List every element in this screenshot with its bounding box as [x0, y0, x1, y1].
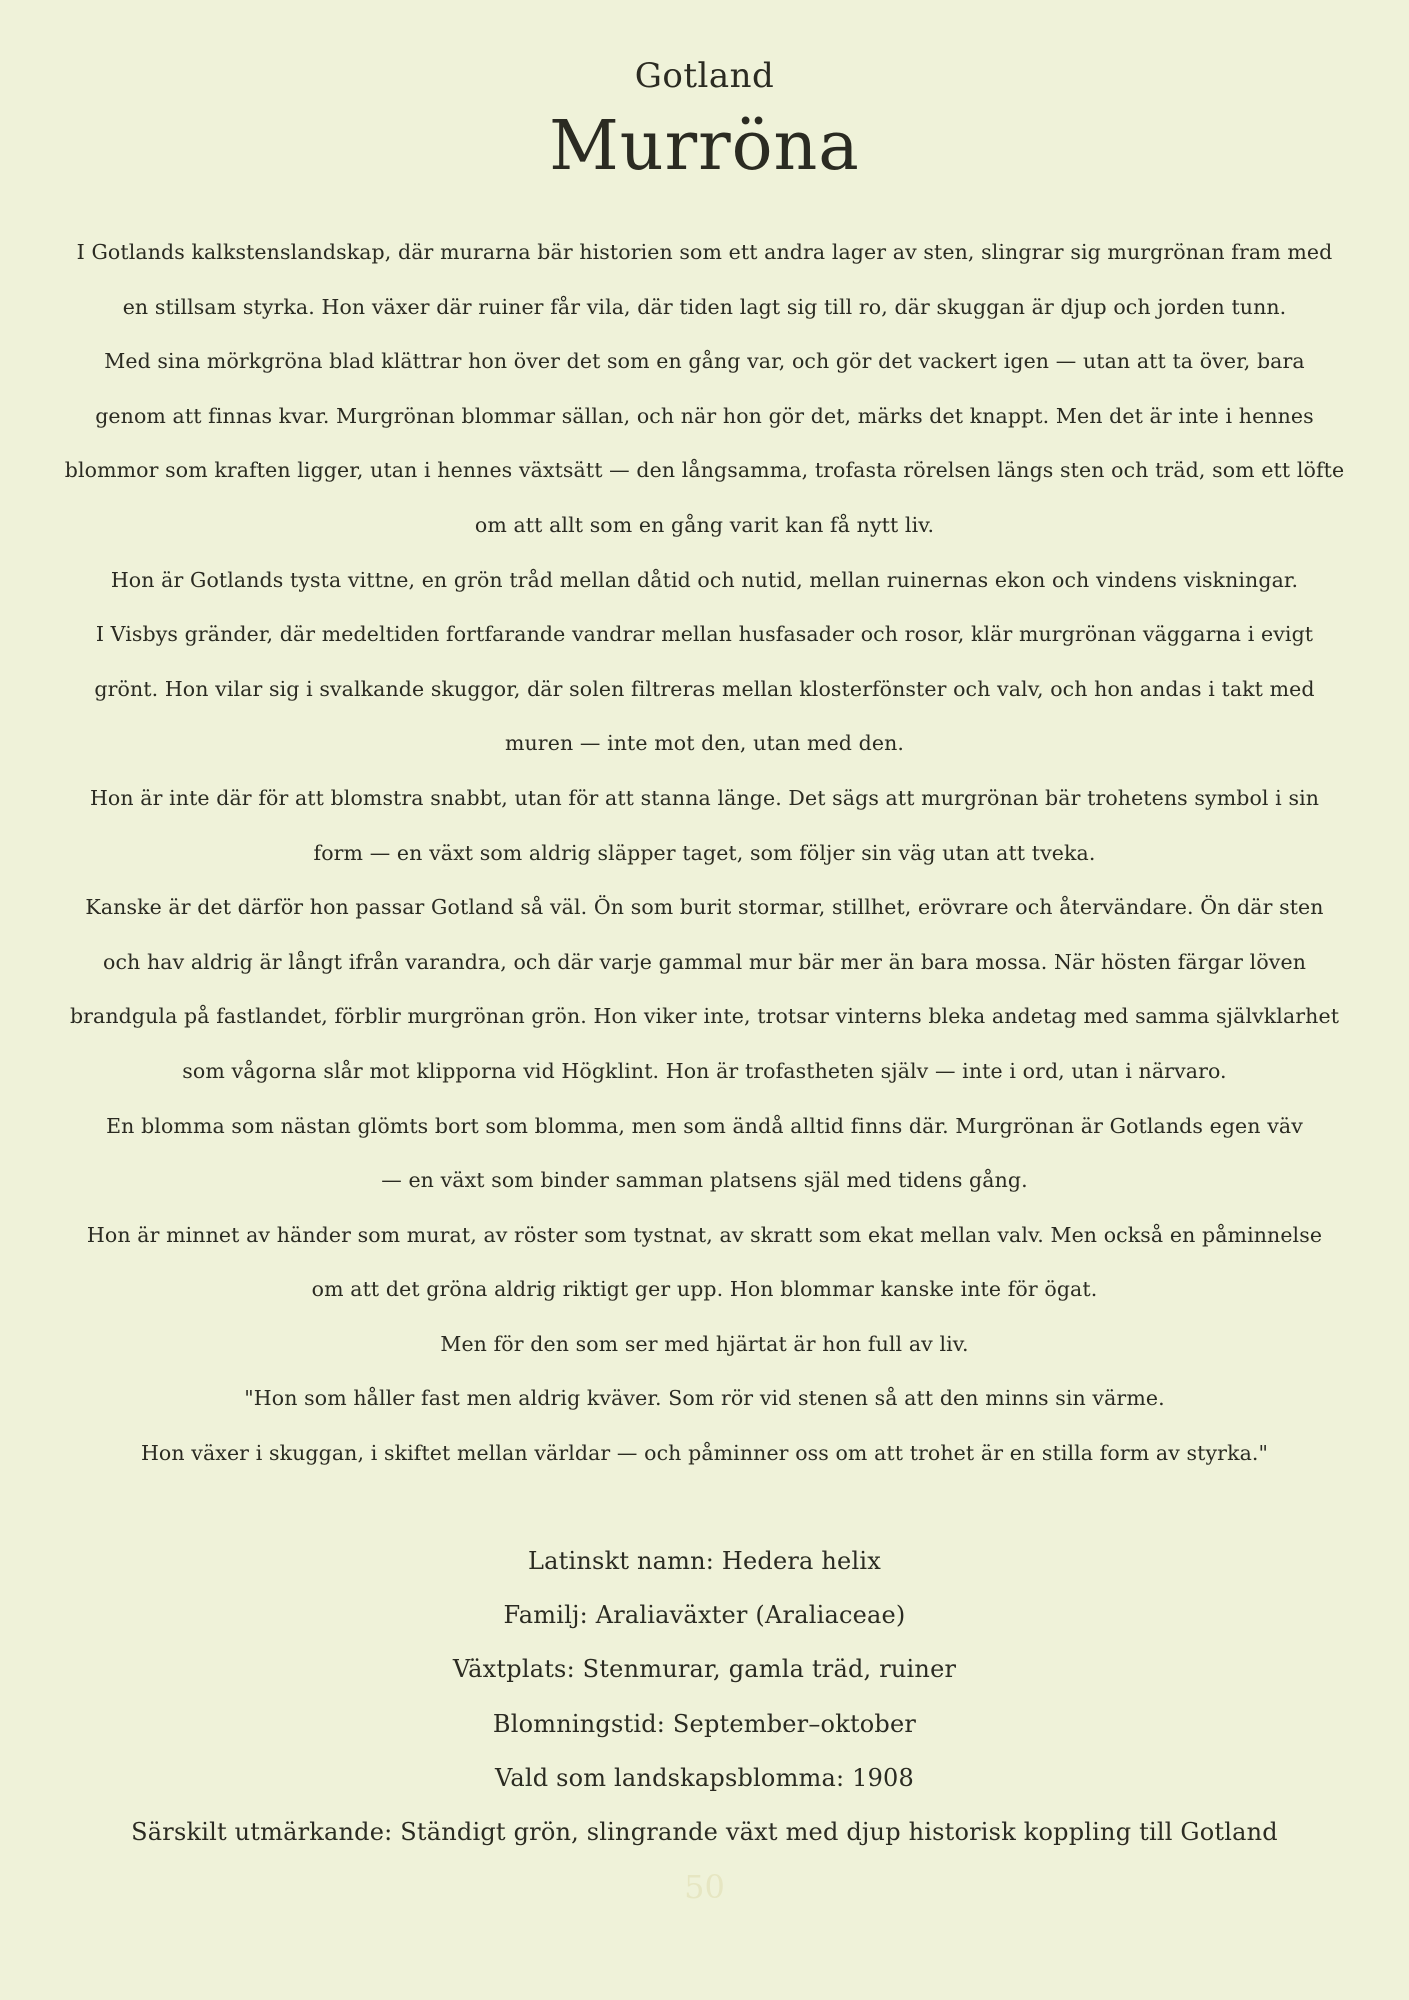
body-line: Med sina mörkgröna blad klättrar hon över det som en gång var, och gör det vackert igen — utan att ta över, bara — [104, 349, 1305, 374]
body-line: En blomma som nästan glömts bort som blomma, men som ändå alltid finns där. Murgrönan är Gotlands egen väv — [106, 1113, 1303, 1138]
fact-flowering-time: Blomningstid: September–oktober — [492, 1709, 917, 1738]
body-line: som vågorna slår mot klipporna vid Högklint. Hon är trofastheten själv — inte i ord, utan i närvaro. — [182, 1058, 1227, 1083]
body-line: genom att finnas kvar. Murgrönan blommar sällan, och när hon gör det, märks det knappt. Men det är inte i hennes — [95, 403, 1314, 428]
body-line: och hav aldrig är långt ifrån varandra, och där varje gammal mur bär mer än bara mossa. När hösten färgar löven — [103, 949, 1306, 974]
body-line: Kanske är det därför hon passar Gotland så väl. Ön som burit stormar, stillhet, erövrare och återvändare. Ön där sten — [85, 895, 1324, 920]
province-subtitle: Gotland — [634, 56, 775, 96]
body-line: en stillsam styrka. Hon växer där ruiner får vila, där tiden lagt sig till ro, där skuggan är djup och jorden tunn. — [122, 294, 1287, 319]
fact-latin-name: Latinskt namn: Hedera helix — [528, 1547, 881, 1575]
page-header — [50, 50, 1359, 190]
body-line: — en växt som binder samman platsens själ med tidens gång. — [381, 1168, 1028, 1193]
body-line: om att allt som en gång varit kan få nytt liv. — [474, 512, 935, 537]
body-line: I Visbys gränder, där medeltiden fortfarande vandrar mellan husfasader och rosor, klär murgrönan väggarna i evigt — [95, 622, 1314, 647]
body-text — [50, 225, 1359, 1481]
body-line: Men för den som ser med hjärtat är hon full av liv. — [440, 1331, 969, 1356]
body-line: Hon är minnet av händer som murat, av röster som tystnat, av skratt som ekat mellan valv. Men också en påminnelse — [86, 1222, 1323, 1247]
body-line: Hon är inte där för att blomstra snabbt, utan för att stanna länge. Det sägs att murgrönan bär trohetens symbol i sin — [89, 785, 1320, 810]
body-line: Hon är Gotlands tysta vittne, en grön tråd mellan dåtid och nutid, mellan ruinernas ekon och vindens viskningar. — [110, 567, 1299, 592]
quote-line: "Hon som håller fast men aldrig kväver. Som rör vid stenen så att den minns sin värme. — [244, 1386, 1165, 1411]
body-line: grönt. Hon vilar sig i svalkande skuggor, där solen filtreras mellan klosterfönster och valv, och hon andas i takt med — [94, 676, 1315, 701]
fact-distinctive-trait: Särskilt utmärkande: Ständigt grön, slingrande växt med djup historisk koppling till Gotland — [131, 1818, 1278, 1847]
body-line: I Gotlands kalkstenslandskap, där murarna bär historien som ett andra lager av sten, slingrar sig murgrönan fram med — [76, 240, 1333, 264]
page-title: Murröna — [549, 107, 860, 186]
fact-chosen-year: Vald som landskapsblomma: 1908 — [494, 1763, 914, 1792]
quote-line: Hon växer i skuggan, i skiftet mellan världar — och påminner oss om att trohet är en stilla form av styrka." — [140, 1441, 1269, 1466]
page-footer — [50, 1862, 1359, 1912]
fact-list — [50, 1534, 1359, 1859]
fact-family: Familj: Araliaväxter (Araliaceae) — [503, 1601, 906, 1630]
body-line: muren — inte mot den, utan med den. — [504, 731, 905, 756]
body-line: form — en växt som aldrig släpper taget, som följer sin väg utan att tveka. — [313, 840, 1096, 865]
body-line: brandgula på fastlandet, förblir murgrönan grön. Hon viker inte, trotsar vinterns bleka andetag med samma självklarhet — [69, 1004, 1340, 1029]
page-number: 50 — [684, 1868, 725, 1906]
fact-habitat: Växtplats: Stenmurar, gamla träd, ruiner — [452, 1655, 957, 1684]
body-line: blommor som kraften ligger, utan i hennes växtsätt — den långsamma, trofasta rörelsen längs sten och träd, som ett löfte — [64, 458, 1345, 483]
body-line: om att det gröna aldrig riktigt ger upp. Hon blommar kanske inte för ögat. — [311, 1277, 1098, 1302]
